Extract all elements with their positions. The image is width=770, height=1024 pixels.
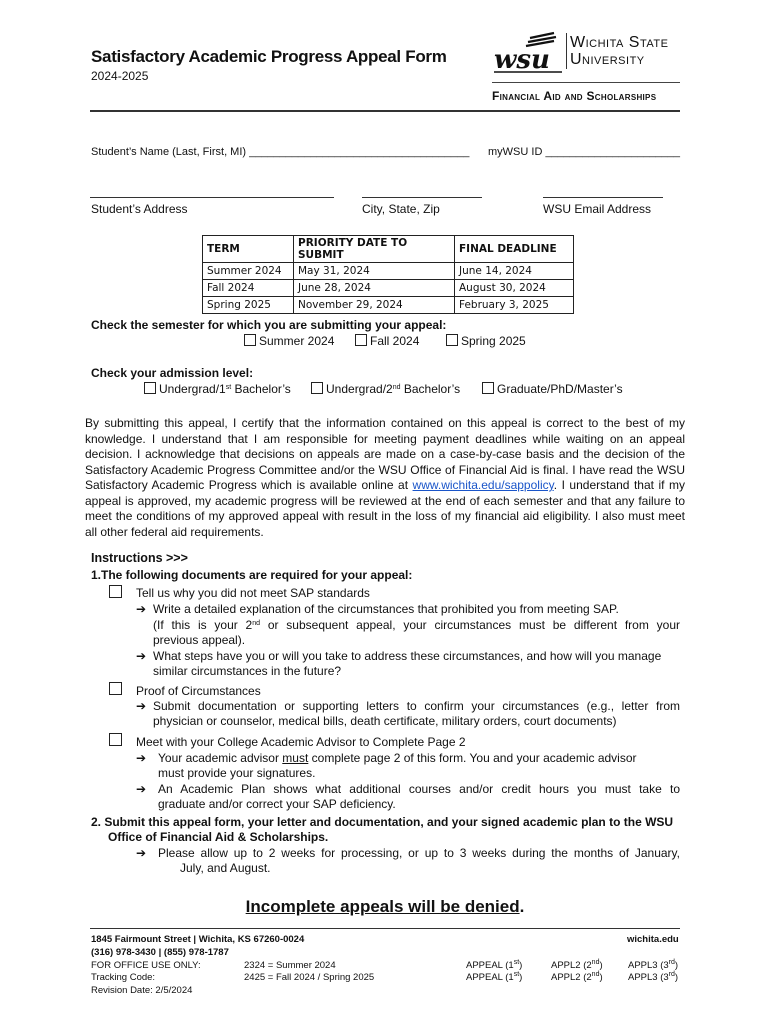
logo-text: wsu xyxy=(494,45,550,75)
requirement-detail: (If this is your 2nd or subsequent appeal, your circumstances must be different from your xyxy=(153,618,680,632)
tracking-code-label: Tracking Code: xyxy=(91,972,156,983)
semester-option-fall[interactable]: Fall 2024 xyxy=(355,334,419,348)
arrow-icon: ➔ xyxy=(136,699,147,713)
mywsuid-field[interactable]: myWSU ID ______________________ xyxy=(488,146,681,158)
table-cell: June 28, 2024 xyxy=(294,280,455,297)
processing-note: Please allow up to 2 weeks for processing, or up to 3 weeks during the months of January, xyxy=(158,846,680,860)
footer-phone: (316) 978-3430 | (855) 978-1787 xyxy=(91,947,229,958)
requirement-detail: graduate and/or correct your SAP deficiency. xyxy=(158,797,396,811)
requirement-detail: previous appeal). xyxy=(153,633,246,647)
appeal-code: APPEAL (1st) xyxy=(466,959,523,971)
address-line[interactable] xyxy=(90,197,334,198)
department-name: Financial Aid and Scholarships xyxy=(492,89,657,103)
term-code: 2425 = Fall 2024 / Spring 2025 xyxy=(244,972,375,983)
arrow-icon: ➔ xyxy=(136,649,147,663)
appl3-code: APPL3 (3rd) xyxy=(628,971,679,983)
table-cell: November 29, 2024 xyxy=(294,297,455,314)
term-code: 2324 = Summer 2024 xyxy=(244,960,336,971)
deadline-table xyxy=(202,235,574,314)
checkbox-icon[interactable] xyxy=(482,382,494,394)
arrow-icon: ➔ xyxy=(136,602,147,616)
table-header: FINAL DEADLINE xyxy=(455,236,574,263)
city-line[interactable] xyxy=(362,197,482,198)
checkbox-icon[interactable] xyxy=(109,682,122,695)
checkbox-icon[interactable] xyxy=(355,334,367,346)
semester-option-spring[interactable]: Spring 2025 xyxy=(446,334,526,348)
header-rule xyxy=(492,82,680,83)
table-cell: February 3, 2025 xyxy=(455,297,574,314)
requirement-detail: must provide your signatures. xyxy=(158,766,316,780)
table-cell: May 31, 2024 xyxy=(294,263,455,280)
appeal-code: APPEAL (1st) xyxy=(466,971,523,983)
appl2-code: APPL2 (2nd) xyxy=(551,959,603,971)
student-name-field[interactable]: Student’s Name (Last, First, MI) ____________________________________ xyxy=(91,146,470,158)
table-cell: Spring 2025 xyxy=(203,297,294,314)
sap-policy-link[interactable]: www.wichita.edu/sappolicy xyxy=(412,478,554,492)
arrow-icon: ➔ xyxy=(136,751,147,765)
table-header-row xyxy=(203,236,574,263)
requirement-detail: Your academic advisor must complete page 2 of this form. You and your academic advisor xyxy=(158,751,637,765)
university-name-line2: University xyxy=(570,51,645,68)
requirement-detail: physician or counselor, medical bills, death certificate, military orders, court documents) xyxy=(153,714,617,728)
denial-warning: Incomplete appeals will be denied. xyxy=(245,897,525,916)
instructions-step1: 1.The following documents are required for your appeal: xyxy=(91,568,413,582)
requirement-item: Tell us why you did not meet SAP standards xyxy=(136,586,370,600)
arrow-icon: ➔ xyxy=(136,846,147,860)
requirement-item: Meet with your College Academic Advisor to Complete Page 2 xyxy=(136,735,466,749)
footer-divider xyxy=(90,928,680,929)
table-header: TERM xyxy=(203,236,294,263)
form-year: 2024-2025 xyxy=(91,69,149,83)
checkbox-icon[interactable] xyxy=(144,382,156,394)
semester-option-summer[interactable]: Summer 2024 xyxy=(244,334,334,348)
table-cell: June 14, 2024 xyxy=(455,263,574,280)
certification-paragraph: By submitting this appeal, I certify that the information contained on this appeal is correct to the best of my knowledge. I understand that I am responsible for meeting payment deadlines while waiting on an appeal decision. I acknowledge that decisions on appeals are made on a case-by-case basis and the decision of the Satisfactory Academic Progress Committee and/or the WSU Office of Financial Aid is final. I have read the WSU Satisfactory Academic Progress which is available online at www.wichita.edu/sappolicy. I understand that if my appeal is approved, my academic progress will be reviewed at the end of each semester and that any failure to meet the conditions of my approved appeal with result in the loss of my financial aid eligibility. I also must meet all other federal aid requirements. xyxy=(85,416,685,539)
table-cell: August 30, 2024 xyxy=(455,280,574,297)
requirement-detail: What steps have you or will you take to address these circumstances, and how will you manage xyxy=(153,649,662,663)
admission-question: Check your admission level: xyxy=(91,366,254,380)
processing-note-continued: July, and August. xyxy=(180,861,271,875)
table-row xyxy=(203,263,574,280)
checkbox-icon[interactable] xyxy=(446,334,458,346)
checkbox-icon[interactable] xyxy=(109,733,122,746)
office-use-label: FOR OFFICE USE ONLY: xyxy=(91,960,201,971)
admission-option-second-bachelor[interactable]: Undergrad/2nd Bachelor’s xyxy=(311,382,460,396)
revision-date: Revision Date: 2/5/2024 xyxy=(91,985,193,996)
checkbox-icon[interactable] xyxy=(311,382,323,394)
university-name-line1: Wichita State xyxy=(570,34,669,51)
email-label: WSU Email Address xyxy=(543,202,652,216)
logo-divider xyxy=(566,33,567,69)
table-header: PRIORITY DATE TO SUBMIT xyxy=(294,236,455,263)
email-line[interactable] xyxy=(543,197,663,198)
table-row xyxy=(203,297,574,314)
instructions-heading: Instructions >>> xyxy=(91,551,188,565)
header-divider xyxy=(90,110,680,112)
instructions-step2-continued: Office of Financial Aid & Scholarships. xyxy=(108,830,329,844)
arrow-icon: ➔ xyxy=(136,782,147,796)
city-label: City, State, Zip xyxy=(362,202,440,216)
requirement-detail: Submit documentation or supporting letters to confirm your circumstances (e.g., letter from xyxy=(153,699,680,713)
admission-option-first-bachelor[interactable]: Undergrad/1st Bachelor’s xyxy=(144,382,291,396)
requirement-detail: similar circumstances in the future? xyxy=(153,664,342,678)
table-row xyxy=(203,280,574,297)
form-title: Satisfactory Academic Progress Appeal Form xyxy=(91,47,447,66)
appl2-code: APPL2 (2nd) xyxy=(551,971,603,983)
requirement-detail: An Academic Plan shows what additional courses and/or credit hours you must take to xyxy=(158,782,680,796)
table-cell: Fall 2024 xyxy=(203,280,294,297)
checkbox-icon[interactable] xyxy=(244,334,256,346)
checkbox-icon[interactable] xyxy=(109,585,122,598)
admission-option-graduate[interactable]: Graduate/PhD/Master’s xyxy=(482,382,623,396)
footer-address: 1845 Fairmount Street | Wichita, KS 67260-0024 xyxy=(91,934,305,945)
wsu-logo xyxy=(492,30,568,76)
address-label: Student’s Address xyxy=(91,202,188,216)
appl3-code: APPL3 (3rd) xyxy=(628,959,679,971)
footer-website[interactable]: wichita.edu xyxy=(627,934,679,945)
table-cell: Summer 2024 xyxy=(203,263,294,280)
semester-question: Check the semester for which you are submitting your appeal: xyxy=(91,318,447,332)
instructions-step2: 2. Submit this appeal form, your letter and documentation, and your signed academic plan to the WSU xyxy=(91,815,674,829)
requirement-detail: Write a detailed explanation of the circumstances that prohibited you from meeting SAP. xyxy=(153,602,619,616)
requirement-item: Proof of Circumstances xyxy=(136,684,261,698)
